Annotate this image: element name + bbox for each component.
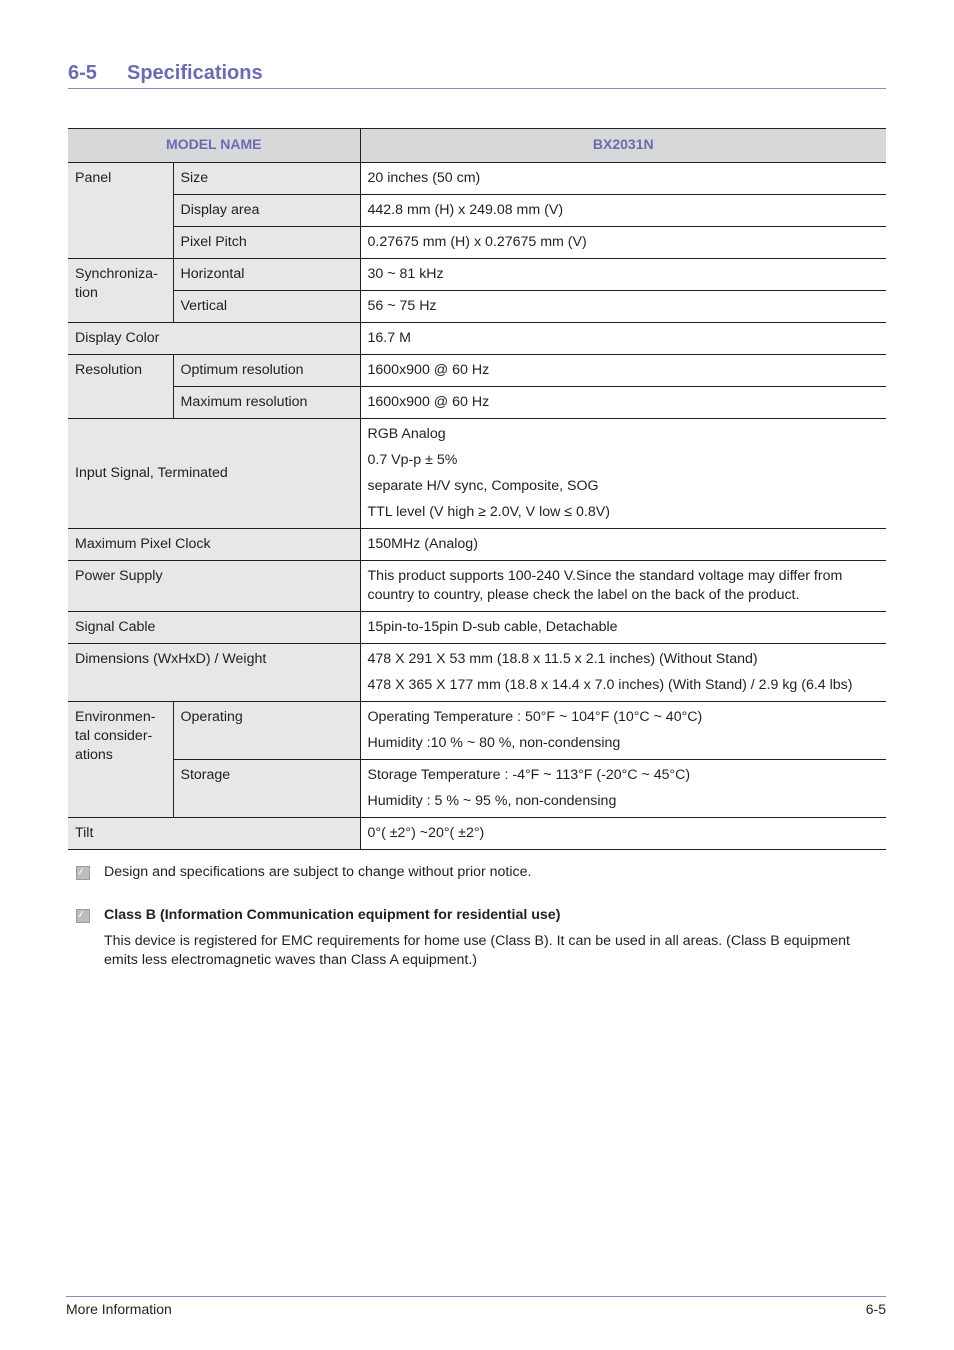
signal-cable-value: 15pin-to-15pin D-sub cable, Detachable xyxy=(360,612,886,644)
note-icon xyxy=(76,866,90,880)
spec-table xyxy=(68,128,886,850)
input-signal-value xyxy=(360,419,886,529)
note-item xyxy=(76,863,886,882)
table-row xyxy=(68,323,886,355)
operating-value xyxy=(360,702,886,760)
table-row xyxy=(68,259,886,291)
note-icon xyxy=(76,909,90,923)
vertical-label: Vertical xyxy=(173,291,360,323)
table-row xyxy=(68,561,886,612)
table-row xyxy=(68,387,886,419)
table-row xyxy=(68,644,886,702)
display-color-value: 16.7 M xyxy=(360,323,886,355)
table-row xyxy=(68,291,886,323)
table-row xyxy=(68,529,886,561)
storage-label: Storage xyxy=(173,760,360,818)
table-row xyxy=(68,419,886,529)
display-area-label: Display area xyxy=(173,195,360,227)
size-value: 20 inches (50 cm) xyxy=(360,163,886,195)
table-row xyxy=(68,612,886,644)
optimum-resolution-label: Optimum resolution xyxy=(173,355,360,387)
display-area-value: 442.8 mm (H) x 249.08 mm (V) xyxy=(360,195,886,227)
pixel-clock-value: 150MHz (Analog) xyxy=(360,529,886,561)
model-name-header: MODEL NAME xyxy=(68,129,360,163)
pixel-pitch-label: Pixel Pitch xyxy=(173,227,360,259)
power-supply-value: This product supports 100-240 V.Since the standard voltage may differ from country to country, please check the label on the back of the product. xyxy=(360,561,886,612)
table-row xyxy=(68,818,886,850)
table-row xyxy=(68,760,886,818)
maximum-resolution-label: Maximum resolution xyxy=(173,387,360,419)
horizontal-label: Horizontal xyxy=(173,259,360,291)
storage-line: Storage Temperature : -4°F ~ 113°F (-20°C ~ 45°C) xyxy=(367,767,691,783)
operating-line: Humidity :10 % ~ 80 %, non-condensing xyxy=(367,735,621,751)
dimensions-line: 478 X 365 X 177 mm (18.8 x 14.4 x 7.0 inches) (With Stand) / 2.9 kg (6.4 lbs) xyxy=(367,677,853,693)
footer-page-number: 6-5 xyxy=(865,1301,886,1317)
dimensions-label: Dimensions (WxHxD) / Weight xyxy=(68,644,360,702)
maximum-resolution-value: 1600x900 @ 60 Hz xyxy=(360,387,886,419)
table-row xyxy=(68,195,886,227)
panel-label: Panel xyxy=(68,163,173,259)
table-row xyxy=(68,227,886,259)
section-title xyxy=(68,62,886,89)
vertical-value: 56 ~ 75 Hz xyxy=(360,291,886,323)
pixel-clock-label: Maximum Pixel Clock xyxy=(68,529,360,561)
section-heading: Specifications xyxy=(127,62,263,84)
input-signal-line: separate H/V sync, Composite, SOG xyxy=(367,478,599,494)
input-signal-line: RGB Analog xyxy=(367,426,446,442)
environment-label: Environmen-tal consider-ations xyxy=(68,702,173,818)
note-item xyxy=(76,906,886,970)
input-signal-label: Input Signal, Terminated xyxy=(68,419,360,529)
model-value-header: BX2031N xyxy=(360,129,886,163)
storage-line: Humidity : 5 % ~ 95 %, non-condensing xyxy=(367,793,617,809)
operating-label: Operating xyxy=(173,702,360,760)
page-footer xyxy=(66,1296,886,1317)
dimensions-line: 478 X 291 X 53 mm (18.8 x 11.5 x 2.1 inches) (Without Stand) xyxy=(367,651,758,667)
tilt-label: Tilt xyxy=(68,818,360,850)
input-signal-line: 0.7 Vp-p ± 5% xyxy=(367,452,458,468)
footer-section-label: More Information xyxy=(66,1301,172,1317)
note-text: Design and specifications are subject to change without prior notice. xyxy=(104,864,532,880)
size-label: Size xyxy=(173,163,360,195)
notes-section xyxy=(76,863,886,970)
power-supply-label: Power Supply xyxy=(68,561,360,612)
operating-line: Operating Temperature : 50°F ~ 104°F (10°C ~ 40°C) xyxy=(367,709,703,725)
optimum-resolution-value: 1600x900 @ 60 Hz xyxy=(360,355,886,387)
storage-value xyxy=(360,760,886,818)
signal-cable-label: Signal Cable xyxy=(68,612,360,644)
section-number: 6-5 xyxy=(68,62,97,84)
dimensions-value xyxy=(360,644,886,702)
sync-label: Synchroniza-tion xyxy=(68,259,173,323)
table-row xyxy=(68,702,886,760)
table-row xyxy=(68,355,886,387)
table-row xyxy=(68,163,886,195)
resolution-label: Resolution xyxy=(68,355,173,419)
horizontal-value: 30 ~ 81 kHz xyxy=(360,259,886,291)
pixel-pitch-value: 0.27675 mm (H) x 0.27675 mm (V) xyxy=(360,227,886,259)
tilt-value: 0°( ±2°) ~20°( ±2°) xyxy=(360,818,886,850)
input-signal-line: TTL level (V high ≥ 2.0V, V low ≤ 0.8V) xyxy=(367,504,610,520)
note-title: Class B (Information Communication equipment for residential use) xyxy=(104,907,561,923)
note-body: This device is registered for EMC requirements for home use (Class B). It can be used in all areas. (Class B equipment emits less electromagnetic waves than Class A equipment.) xyxy=(104,933,850,968)
display-color-label: Display Color xyxy=(68,323,360,355)
table-header-row xyxy=(68,129,886,163)
